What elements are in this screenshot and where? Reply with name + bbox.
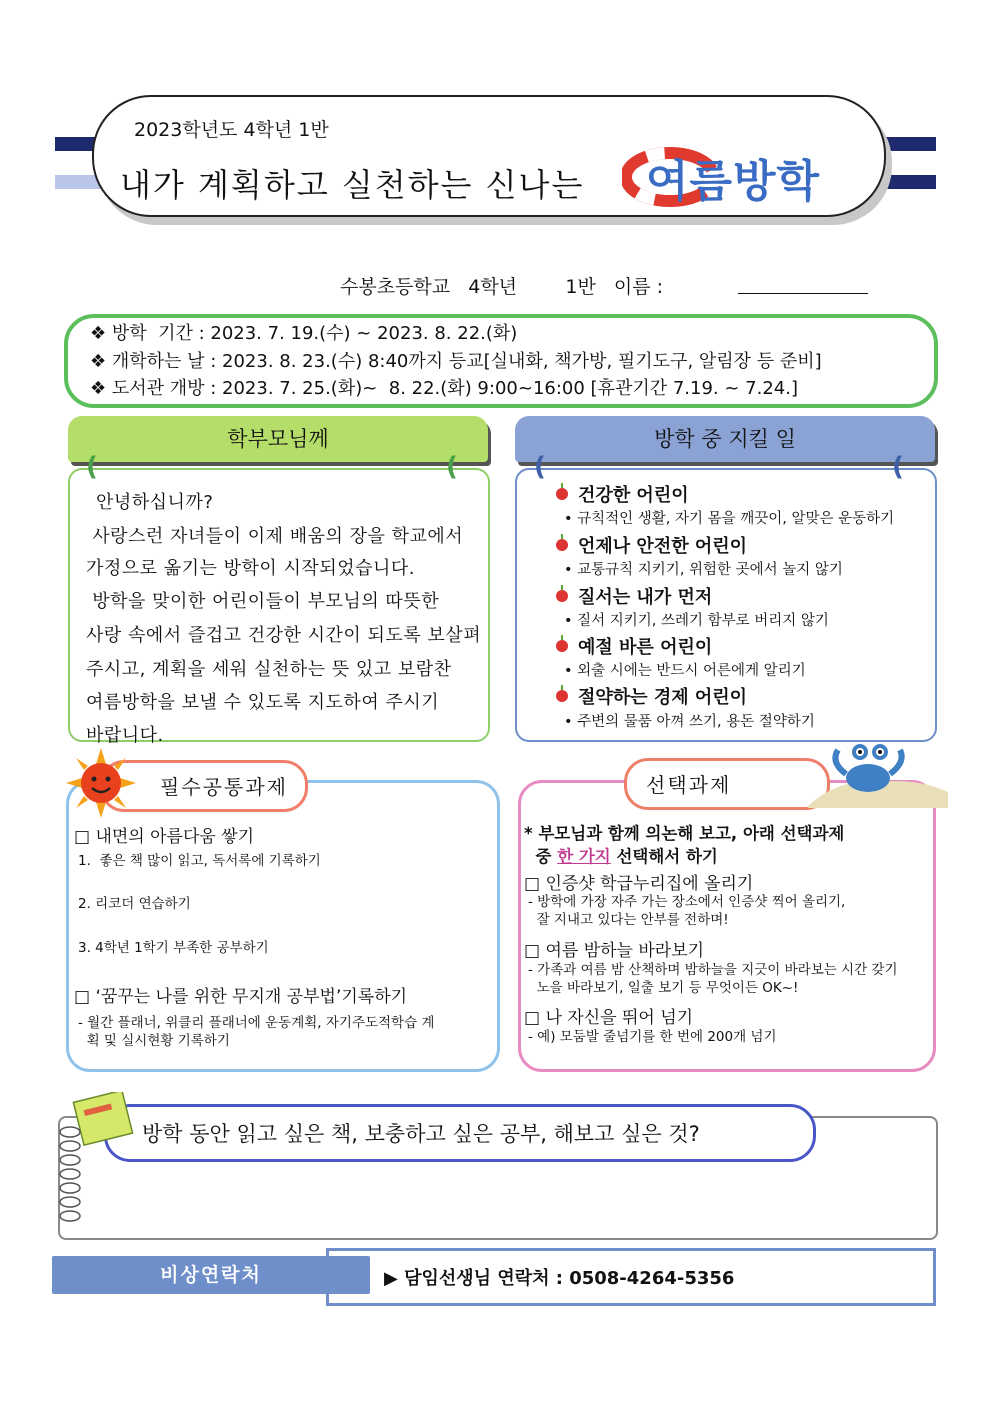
optional-task-desc: 잘 지내고 있다는 안부를 전하며! <box>528 912 729 928</box>
optional-intro-suffix: 선택해서 하기 <box>610 847 718 866</box>
crab-icon <box>808 722 948 808</box>
required-task-1: □ 내면의 아름다움 쌓기 <box>74 827 255 847</box>
rule-title: 질서는 내가 먼저 <box>578 587 713 608</box>
optional-task-desc: 노을 바라보기, 일출 보기 등 무엇이든 OK~! <box>528 980 799 996</box>
rule-desc: • 주변의 물품 아껴 쓰기, 용돈 절약하기 <box>564 714 815 730</box>
wishes-prompt: 방학 동안 읽고 싶은 책, 보충하고 싶은 공부, 해보고 싶은 것? <box>142 1122 700 1146</box>
parents-heading: 학부모님께 <box>68 416 488 462</box>
rule-desc: • 교통규칙 지키기, 위험한 곳에서 놀지 않기 <box>564 562 843 578</box>
optional-tasks-heading: 선택과제 <box>646 773 732 797</box>
student-name-line: 수봉초등학교 4학년 1반 이름 : <box>340 276 664 298</box>
letter-line: 여름방학을 보낼 수 있도록 지도하여 주시기 <box>86 692 440 713</box>
notebook-icon <box>52 1092 136 1232</box>
page-title: 내가 계획하고 실천하는 신나는 <box>120 166 585 204</box>
summer-vacation-logo-text: 여름방학 <box>646 156 821 207</box>
apple-icon <box>556 590 568 602</box>
optional-intro-prefix: 중 <box>524 847 558 866</box>
clip-right-icon: ( <box>892 452 904 482</box>
rule-desc: • 질서 지키기, 쓰레기 함부로 버리지 않기 <box>564 613 829 629</box>
rule-desc: • 규칙적인 생활, 자기 몸을 깨끗이, 알맞은 운동하기 <box>564 511 895 527</box>
optional-task: □ 나 자신을 뛰어 넘기 <box>524 1008 694 1028</box>
sun-icon <box>64 746 138 820</box>
required-task-2-desc: - 월간 플래너, 위클리 플래너에 운동계획, 자기주도적학습 계 <box>78 1015 435 1031</box>
rule-title: 절약하는 경제 어린이 <box>578 687 748 708</box>
name-blank[interactable] <box>738 293 868 294</box>
letter-line: 주시고, 계획을 세워 실천하는 뜻 있고 보람찬 <box>86 659 452 680</box>
apple-icon <box>556 690 568 702</box>
letter-line: 방학을 맞이한 어린이들이 부모님의 따뜻한 <box>86 591 440 612</box>
rule-title: 언제나 안전한 어린이 <box>578 536 748 557</box>
optional-task: □ 여름 밤하늘 바라보기 <box>524 941 705 961</box>
apple-icon <box>556 488 568 500</box>
letter-line: 바랍니다. <box>86 725 164 746</box>
required-task-2-desc: 획 및 실시현황 기록하기 <box>78 1033 230 1049</box>
letter-line: 가정으로 옮기는 방학이 시작되었습니다. <box>86 558 415 579</box>
optional-task-desc: - 가족과 여름 밤 산책하며 밤하늘을 지긋이 바라보는 시간 갖기 <box>528 962 898 978</box>
optional-intro-line-1: * 부모님과 함께 의논해 보고, 아래 선택과제 <box>524 824 845 843</box>
apple-icon <box>556 640 568 652</box>
info-row-library-open: ❖ 도서관 개방 : 2023. 7. 25.(화)~ 8. 22.(화) 9:00~16:00 [휴관기간 7.19. ~ 7.24.] <box>90 378 798 399</box>
required-subtask: 1. 좋은 책 많이 읽고, 독서록에 기록하기 <box>78 853 321 869</box>
required-tasks-heading: 필수공통과제 <box>160 775 288 799</box>
rules-heading: 방학 중 지킬 일 <box>515 416 935 462</box>
clip-left-icon: ( <box>534 452 546 482</box>
apple-icon <box>556 539 568 551</box>
required-subtask: 2. 리코더 연습하기 <box>78 896 191 912</box>
rule-desc: • 외출 시에는 반드시 어른에게 알리기 <box>564 663 806 679</box>
required-subtask: 3. 4학년 1학기 부족한 공부하기 <box>78 940 269 956</box>
optional-task: □ 인증샷 학급누리집에 올리기 <box>524 874 754 894</box>
letter-line: 안녕하십니까? <box>96 492 214 513</box>
info-row-school-reopening: ❖ 개학하는 날 : 2023. 8. 23.(수) 8:40까지 등교[실내화, 책가방, 필기도구, 알림장 등 준비] <box>90 351 822 372</box>
emergency-contact-label: 비상연락처 <box>52 1256 370 1294</box>
optional-task-desc: - 예) 모둠발 줄넘기를 한 번에 200개 넘기 <box>528 1029 777 1045</box>
teacher-contact: ▶ 담임선생님 연락처 : 0508-4264-5356 <box>384 1268 735 1289</box>
letter-line: 사랑스런 자녀들이 이제 배움의 장을 학교에서 <box>86 526 464 547</box>
clip-left-icon: ( <box>86 452 98 482</box>
optional-intro-highlight: 한 가지 <box>557 847 611 866</box>
school-year-label: 2023학년도 4학년 1반 <box>134 119 329 141</box>
letter-line: 사랑 속에서 즐겁고 건강한 시간이 되도록 보살펴 <box>86 625 482 646</box>
optional-intro-line-2 <box>524 843 718 867</box>
rule-title: 건강한 어린이 <box>578 485 689 506</box>
info-row-vacation-period: ❖ 방학 기간 : 2023. 7. 19.(수) ~ 2023. 8. 22.(화) <box>90 323 518 344</box>
clip-right-icon: ( <box>446 452 458 482</box>
required-task-2: □ ‘꿈꾸는 나를 위한 무지개 공부법’기록하기 <box>74 987 408 1007</box>
rule-title: 예절 바른 어린이 <box>578 637 713 658</box>
optional-task-desc: - 방학에 가장 자주 가는 장소에서 인증샷 찍어 올리기, <box>528 894 846 910</box>
